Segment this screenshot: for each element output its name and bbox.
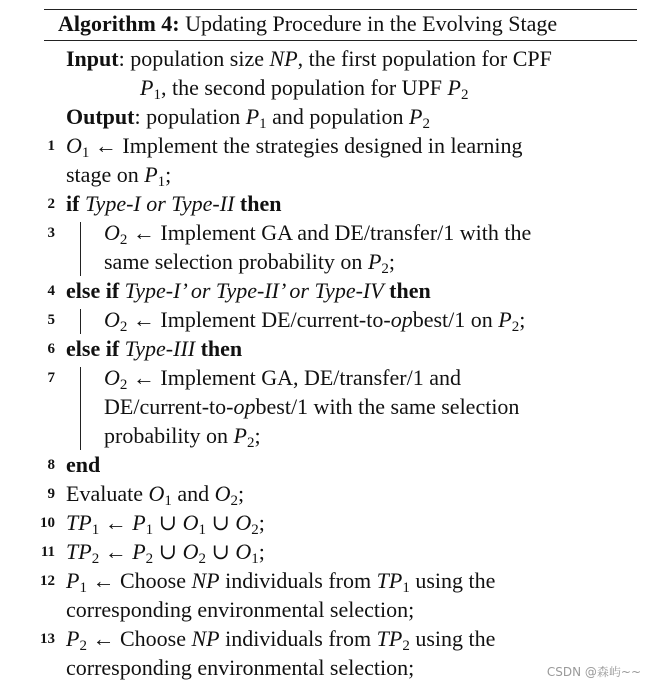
line-number: 5	[47, 312, 55, 328]
title-rule	[44, 40, 637, 41]
watermark: CSDN @森屿~~	[546, 665, 641, 679]
block-bar	[80, 222, 81, 276]
line-2: if Type-I or Type-II then	[66, 191, 282, 216]
output-label: Output	[66, 104, 135, 129]
line-3b: same selection probability on $P_2$;	[104, 249, 396, 277]
line-7b: DE/current-to-opbest/1 with the same selection	[104, 394, 520, 419]
line-6: else if Type-III then	[66, 336, 243, 361]
block-bar	[80, 309, 81, 334]
line-7c: probability on $P_2$;	[104, 423, 261, 451]
block-bar	[80, 367, 81, 450]
input-line-2: $P_1$, the second population for UPF $P_2$	[140, 75, 469, 103]
line-8: end	[66, 452, 101, 477]
line-1b: stage on $P_1$;	[66, 162, 172, 190]
top-rule	[44, 9, 637, 10]
line-number: 2	[47, 196, 55, 212]
line-12b: corresponding environmental selection;	[66, 597, 415, 622]
line-number: 9	[47, 486, 55, 502]
line-number: 12	[40, 573, 55, 589]
line-number: 4	[47, 283, 55, 299]
algorithm-label: Algorithm 4:	[58, 11, 180, 36]
line-number: 6	[47, 341, 55, 357]
line-number: 11	[40, 544, 55, 560]
input-line-1	[66, 46, 552, 72]
line-number: 8	[47, 457, 55, 473]
input-label: Input	[66, 46, 119, 71]
line-11: $TP_2$ ← $P_2$ ∪ $O_2$ ∪ $O_1$;	[66, 539, 265, 567]
line-1a: $O_1$ ← Implement the strategies designed in learning	[66, 133, 523, 161]
algorithm-title	[58, 11, 557, 37]
algorithm-title-text: Updating Procedure in the Evolving Stage	[185, 11, 558, 36]
line-4: else if Type-I’ or Type-II’ or Type-IV then	[66, 278, 431, 303]
output-line: Output: population $P_1$ and population $P_2$	[66, 104, 430, 132]
line-number: 3	[47, 225, 55, 241]
line-13a: $P_2$ ← Choose NP individuals from $TP_2$ using the	[66, 626, 496, 654]
line-number: 7	[47, 370, 55, 386]
line-3a: $O_2$ ← Implement GA and DE/transfer/1 with the	[104, 220, 532, 248]
line-number: 10	[40, 515, 55, 531]
line-12a: $P_1$ ← Choose NP individuals from $TP_1$ using the	[66, 568, 496, 596]
line-10: $TP_1$ ← $P_1$ ∪ $O_1$ ∪ $O_2$;	[66, 510, 265, 538]
line-13b: corresponding environmental selection;	[66, 655, 415, 680]
line-number: 13	[40, 631, 55, 647]
line-9: Evaluate $O_1$ and $O_2$;	[66, 481, 245, 509]
input-text-1: : population size NP, the first population for CPF	[118, 46, 552, 71]
line-7a: $O_2$ ← Implement GA, DE/transfer/1 and	[104, 365, 461, 393]
line-5: $O_2$ ← Implement DE/current-to-opbest/1 on $P_2$;	[104, 307, 526, 335]
line-number: 1	[47, 138, 55, 154]
